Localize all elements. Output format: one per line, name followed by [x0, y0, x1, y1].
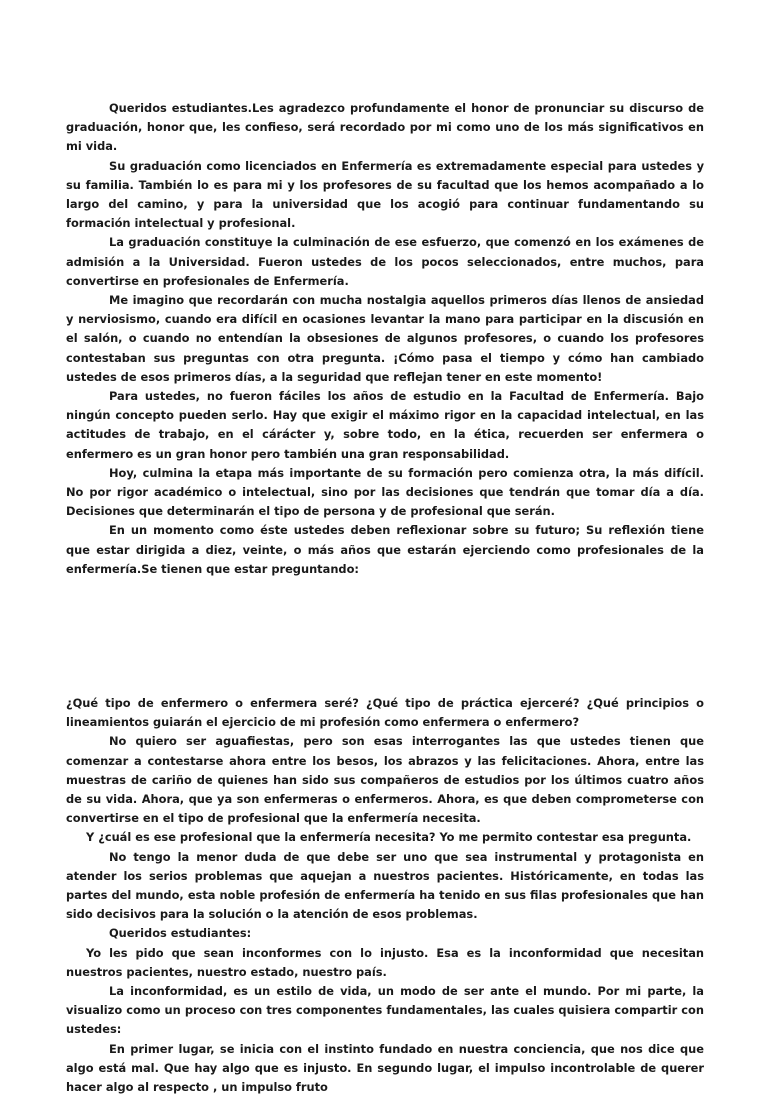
paragraph: No tengo la menor duda de que debe ser uno que sea instrumental y protagonista en atender los serios problemas que aquejan a nuestros pacientes. Históricamente, en todas las partes del mundo, esta noble profesión de enfermería ha tenido en sus filas profesionales que han sido decisivos para la solución o la atención de esos problemas.	[66, 849, 704, 922]
paragraph: ¿Qué tipo de enfermero o enfermera seré? ¿Qué tipo de práctica ejerceré? ¿Qué principios o lineamientos guiarán el ejercicio de mi profesión como enfermera o enfermero?	[66, 696, 704, 730]
page-bottom-text	[66, 694, 704, 1097]
paragraph: Para ustedes, no fueron fáciles los años de estudio en la Facultad de Enfermería. Bajo ningún concepto pueden serlo. Hay que exigir el máximo rigor en la capacidad intelectual, en las actitudes de trabajo, en el cárácter y, sobre todo, en la ética, recuerden ser enfermera o enfermero es un gran honor pero también una gran responsabilidad.	[66, 389, 704, 461]
page-top-text	[66, 99, 704, 579]
paragraph: En un momento como éste ustedes deben reflexionar sobre su futuro; Su reflexión tiene que estar dirigida a diez, veinte, o más años que estarán ejerciendo como profesionales de la enfermería.Se tienen que estar preguntando:	[66, 523, 704, 576]
paragraph: En primer lugar, se inicia con el instinto fundado en nuestra conciencia, que nos dice que algo está mal. Que hay algo que es injusto. En segundo lugar, el impulso incontrolable de querer hacer algo al respecto , un impulso fruto	[66, 1041, 704, 1095]
paragraph: Su graduación como licenciados en Enfermería es extremadamente especial para ustedes y su familia. También lo es para mi y los profesores de su facultad que los hemos acompañado a lo largo del camino, y para la universidad que los acogió para continuar fundamentando su formación intelectual y profesional.	[66, 158, 704, 231]
paragraph: La inconformidad, es un estilo de vida, un modo de ser ante el mundo. Por mi parte, la visualizo como un proceso con tres componentes fundamentales, las cuales quisiera compartir con ustedes:	[66, 984, 704, 1037]
paragraph: Me imagino que recordarán con mucha nostalgia aquellos primeros días llenos de ansiedad y nerviosismo, cuando era difícil en ocasiones levantar la mano para participar en la discusión en el salón, o cuando no entendían la obsesiones de algunos profesores, o cuando los profesores contestaban sus preguntas con otra pregunta. ¡Cómo pasa el tiempo y cómo han cambiado ustedes de esos primeros días, a la seguridad que reflejan tener en este momento!	[66, 293, 704, 384]
paragraph: Queridos estudiantes:	[109, 926, 252, 941]
paragraph: No quiero ser aguafiestas, pero son esas interrogantes las que ustedes tienen que comenzar a contestarse ahora entre los besos, los abrazos y las felicitaciones. Ahora, entre las muestras de cariño de quienes han sido sus compañeros de estudios por los últimos cuatro años de su vida. Ahora, que ya son enfermeras o enfermeros. Ahora, es que deben comprometerse con convertirse en el tipo de profesional que la enfermería necesita.	[66, 734, 704, 826]
paragraph: La graduación constituye la culminación de ese esfuerzo, que comenzó en los exámenes de admisión a la Universidad. Fueron ustedes de los pocos seleccionados, entre muchos, para convertirse en profesionales de Enfermería.	[66, 235, 704, 288]
paragraph: Yo les pido que sean inconformes con lo injusto. Esa es la inconformidad que necesitan nuestros pacientes, nuestro estado, nuestro país.	[66, 945, 704, 979]
paragraph: Y ¿cuál es ese profesional que la enfermería necesita? Yo me permito contestar esa pregunta.	[86, 830, 692, 845]
paragraph: Queridos estudiantes.Les agradezco profundamente el honor de pronunciar su discurso de graduación, honor que, les confieso, será recordado por mi como uno de los más significativos en mi vida.	[66, 101, 704, 154]
paragraph: Hoy, culmina la etapa más importante de su formación pero comienza otra, la más difícil. No por rigor académico o intelectual, sino por las decisiones que tendrán que tomar día a día. Decisiones que determinarán el tipo de persona y de profesional que serán.	[66, 465, 704, 519]
